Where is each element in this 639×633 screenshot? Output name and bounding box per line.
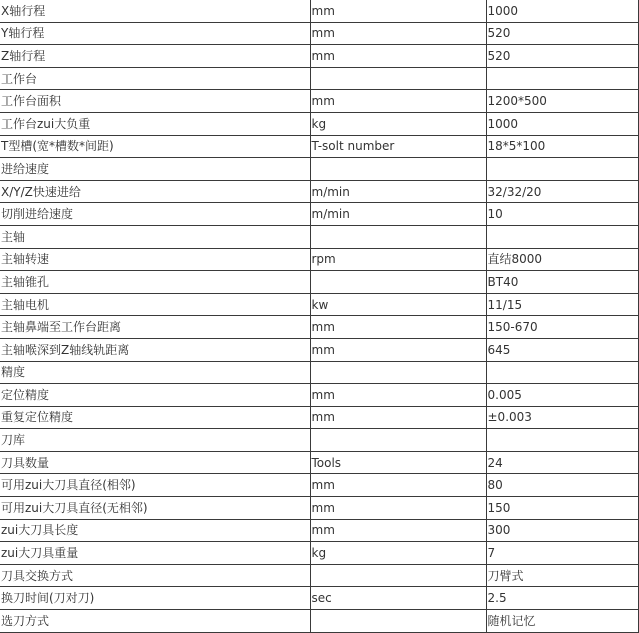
table-row bbox=[0, 587, 638, 610]
table-row bbox=[0, 248, 638, 271]
unit-cell bbox=[310, 361, 486, 384]
unit-cell: Tools bbox=[310, 451, 486, 474]
param-name-cell: X轴行程 bbox=[0, 0, 310, 22]
value-cell: 1000 bbox=[486, 112, 638, 135]
section-name-cell: 刀库 bbox=[0, 429, 310, 452]
value-cell: 300 bbox=[486, 519, 638, 542]
table-row bbox=[0, 451, 638, 474]
unit-cell bbox=[310, 158, 486, 181]
table-row bbox=[0, 497, 638, 520]
value-cell: 18*5*100 bbox=[486, 135, 638, 158]
section-row bbox=[0, 429, 638, 452]
table-row bbox=[0, 406, 638, 429]
table-row bbox=[0, 90, 638, 113]
unit-cell bbox=[310, 271, 486, 294]
table-row bbox=[0, 338, 638, 361]
unit-cell bbox=[310, 429, 486, 452]
table-row bbox=[0, 180, 638, 203]
table-row bbox=[0, 112, 638, 135]
value-cell: 2.5 bbox=[486, 587, 638, 610]
table-row bbox=[0, 384, 638, 407]
value-cell bbox=[486, 361, 638, 384]
unit-cell: mm bbox=[310, 316, 486, 339]
param-name-cell: 重复定位精度 bbox=[0, 406, 310, 429]
unit-cell: mm bbox=[310, 0, 486, 22]
param-name-cell: zui大刀具长度 bbox=[0, 519, 310, 542]
table-row bbox=[0, 135, 638, 158]
value-cell: 11/15 bbox=[486, 293, 638, 316]
value-cell: ±0.003 bbox=[486, 406, 638, 429]
param-name-cell: 主轴锥孔 bbox=[0, 271, 310, 294]
value-cell: 1200*500 bbox=[486, 90, 638, 113]
value-cell: 1000 bbox=[486, 0, 638, 22]
unit-cell: mm bbox=[310, 519, 486, 542]
param-name-cell: 刀具数量 bbox=[0, 451, 310, 474]
table-row bbox=[0, 0, 638, 22]
table-row bbox=[0, 22, 638, 45]
unit-cell: mm bbox=[310, 384, 486, 407]
value-cell: 10 bbox=[486, 203, 638, 226]
section-row bbox=[0, 225, 638, 248]
unit-cell: kw bbox=[310, 293, 486, 316]
value-cell bbox=[486, 225, 638, 248]
param-name-cell: 刀具交换方式 bbox=[0, 564, 310, 587]
unit-cell: kg bbox=[310, 112, 486, 135]
unit-cell: mm bbox=[310, 406, 486, 429]
section-name-cell: 进给速度 bbox=[0, 158, 310, 181]
unit-cell: m/min bbox=[310, 203, 486, 226]
unit-cell: mm bbox=[310, 45, 486, 68]
table-row bbox=[0, 316, 638, 339]
param-name-cell: zui大刀具重量 bbox=[0, 542, 310, 565]
param-name-cell: 定位精度 bbox=[0, 384, 310, 407]
section-row bbox=[0, 361, 638, 384]
value-cell: 150-670 bbox=[486, 316, 638, 339]
value-cell: 32/32/20 bbox=[486, 180, 638, 203]
table-row bbox=[0, 293, 638, 316]
value-cell: 7 bbox=[486, 542, 638, 565]
value-cell: 150 bbox=[486, 497, 638, 520]
param-name-cell: Y轴行程 bbox=[0, 22, 310, 45]
unit-cell: mm bbox=[310, 90, 486, 113]
table-row bbox=[0, 519, 638, 542]
param-name-cell: X/Y/Z快速进给 bbox=[0, 180, 310, 203]
value-cell bbox=[486, 429, 638, 452]
table-row bbox=[0, 542, 638, 565]
param-name-cell: 主轴转速 bbox=[0, 248, 310, 271]
table-row bbox=[0, 45, 638, 68]
table-row bbox=[0, 271, 638, 294]
unit-cell: mm bbox=[310, 22, 486, 45]
unit-cell: kg bbox=[310, 542, 486, 565]
unit-cell: m/min bbox=[310, 180, 486, 203]
table-row bbox=[0, 610, 638, 633]
section-name-cell: 工作台 bbox=[0, 67, 310, 90]
value-cell: 645 bbox=[486, 338, 638, 361]
value-cell bbox=[486, 67, 638, 90]
param-name-cell: 可用zui大刀具直径(相邻) bbox=[0, 474, 310, 497]
param-name-cell: 主轴喉深到Z轴线轨距离 bbox=[0, 338, 310, 361]
value-cell: 直结8000 bbox=[486, 248, 638, 271]
value-cell: 520 bbox=[486, 45, 638, 68]
unit-cell bbox=[310, 225, 486, 248]
param-name-cell: 工作台zui大负重 bbox=[0, 112, 310, 135]
value-cell: 刀臂式 bbox=[486, 564, 638, 587]
unit-cell bbox=[310, 67, 486, 90]
unit-cell: mm bbox=[310, 474, 486, 497]
param-name-cell: 可用zui大刀具直径(无相邻) bbox=[0, 497, 310, 520]
table-row bbox=[0, 564, 638, 587]
value-cell: 随机记忆 bbox=[486, 610, 638, 633]
param-name-cell: T型槽(宽*槽数*间距) bbox=[0, 135, 310, 158]
value-cell bbox=[486, 158, 638, 181]
section-name-cell: 精度 bbox=[0, 361, 310, 384]
value-cell: 24 bbox=[486, 451, 638, 474]
table-row bbox=[0, 203, 638, 226]
unit-cell: sec bbox=[310, 587, 486, 610]
value-cell: 520 bbox=[486, 22, 638, 45]
param-name-cell: 切削进给速度 bbox=[0, 203, 310, 226]
unit-cell: rpm bbox=[310, 248, 486, 271]
unit-cell bbox=[310, 610, 486, 633]
value-cell: 0.005 bbox=[486, 384, 638, 407]
unit-cell: mm bbox=[310, 338, 486, 361]
param-name-cell: 选刀方式 bbox=[0, 610, 310, 633]
param-name-cell: 换刀时间(刀对刀) bbox=[0, 587, 310, 610]
section-row bbox=[0, 158, 638, 181]
param-name-cell: 主轴鼻端至工作台距离 bbox=[0, 316, 310, 339]
value-cell: BT40 bbox=[486, 271, 638, 294]
table-row bbox=[0, 474, 638, 497]
unit-cell: T-solt number bbox=[310, 135, 486, 158]
value-cell: 80 bbox=[486, 474, 638, 497]
unit-cell bbox=[310, 564, 486, 587]
unit-cell: mm bbox=[310, 497, 486, 520]
section-row bbox=[0, 67, 638, 90]
param-name-cell: 主轴电机 bbox=[0, 293, 310, 316]
section-name-cell: 主轴 bbox=[0, 225, 310, 248]
param-name-cell: 工作台面积 bbox=[0, 90, 310, 113]
param-name-cell: Z轴行程 bbox=[0, 45, 310, 68]
